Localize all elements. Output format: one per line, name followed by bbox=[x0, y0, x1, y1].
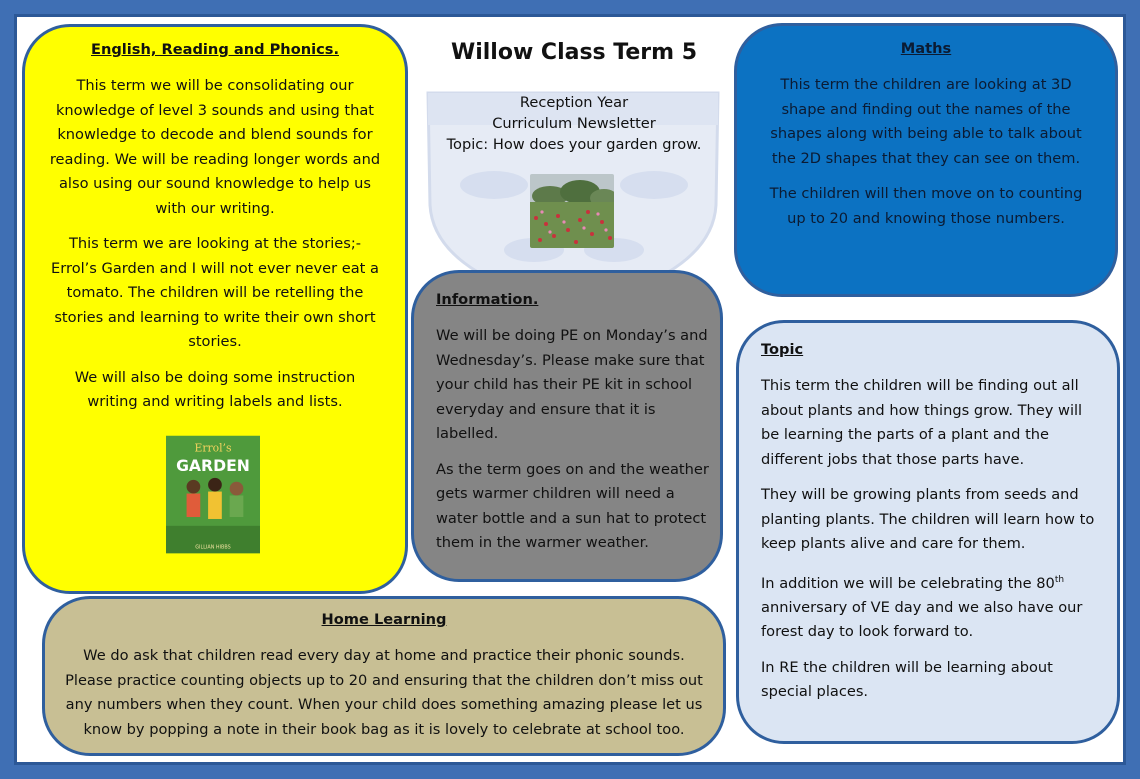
english-paragraph: This term we are looking at the stories;- Errol’s Garden and I will not ever never eat a tomato. The children will be retelling the stories and learning to write their own short stories. bbox=[51, 235, 379, 350]
topic-heading: Topic bbox=[761, 341, 804, 358]
subtitle-line: Reception Year bbox=[519, 94, 629, 111]
information-paragraph: We will be doing PE on Monday’s and Wednesday’s. Please make sure that your child has their PE kit in school everyday and ensure that it is labelled. bbox=[436, 327, 708, 442]
home-learning-box bbox=[42, 596, 726, 756]
home-learning-heading: Home Learning bbox=[321, 611, 447, 628]
information-heading: Information. bbox=[436, 291, 539, 308]
topic-p3-text-end: anniversary of VE day and we also have our forest day to look forward to. bbox=[761, 598, 1083, 641]
information-paragraph: As the term goes on and the weather gets warmer children will need a water bottle and a sun hat to protect them in the warmer weather. bbox=[436, 460, 709, 551]
topic-p3-text: In addition we will be celebrating the 80 bbox=[761, 574, 1055, 592]
errols-garden-book-cover bbox=[166, 435, 260, 554]
topic-p3-superscript: th bbox=[1054, 574, 1065, 585]
subtitle-line: Curriculum Newsletter bbox=[492, 115, 656, 132]
english-paragraph: We will also be doing some instruction writing and writing labels and lists. bbox=[74, 368, 356, 410]
book-author: GILLIAN HIBBS bbox=[195, 544, 231, 551]
maths-box bbox=[734, 23, 1118, 297]
garden-photo bbox=[530, 174, 614, 248]
topic-paragraph-ve-day bbox=[761, 568, 1097, 645]
page-subtitle bbox=[424, 92, 724, 155]
home-learning-text: We do ask that children read every day at home and practice their phonic sounds. Please practice counting objects up to 20 and ensuring that the children don’t miss out any numbers when they count. When your child does something amazing please let us know by popping a note in their book bag as it is lovely to celebrate at school too. bbox=[65, 647, 703, 738]
english-heading: English, Reading and Phonics. bbox=[90, 41, 339, 58]
topic-paragraph: This term the children will be finding out all about plants and how things grow. They will be learning the parts of a plant and the different jobs that those parts have. bbox=[761, 377, 1083, 468]
newsletter-header bbox=[424, 40, 724, 270]
maths-paragraph: The children will then move on to counting up to 20 and knowing those numbers. bbox=[769, 185, 1083, 227]
maths-heading: Maths bbox=[900, 40, 952, 57]
maths-paragraph: This term the children are looking at 3D shape and finding out the names of the shapes along with being able to talk about the 2D shapes that they can see on them. bbox=[770, 76, 1082, 167]
topic-box bbox=[736, 320, 1120, 744]
topic-paragraph: They will be growing plants from seeds and planting plants. The children will learn how to keep plants alive and care for them. bbox=[761, 486, 1095, 552]
topic-paragraph: In RE the children will be learning about special places. bbox=[761, 658, 1053, 701]
subtitle-line: Topic: How does your garden grow. bbox=[446, 136, 702, 153]
page-title: Willow Class Term 5 bbox=[450, 40, 698, 65]
book-title-line1: Errol’s bbox=[194, 441, 232, 455]
english-paragraph: This term we will be consolidating our knowledge of level 3 sounds and using that knowledge to decode and blend sounds for reading. We will be reading longer words and also using our sound knowledge to help us with our writing. bbox=[49, 77, 381, 217]
information-box bbox=[411, 270, 723, 582]
book-title-line2: GARDEN bbox=[176, 456, 250, 475]
